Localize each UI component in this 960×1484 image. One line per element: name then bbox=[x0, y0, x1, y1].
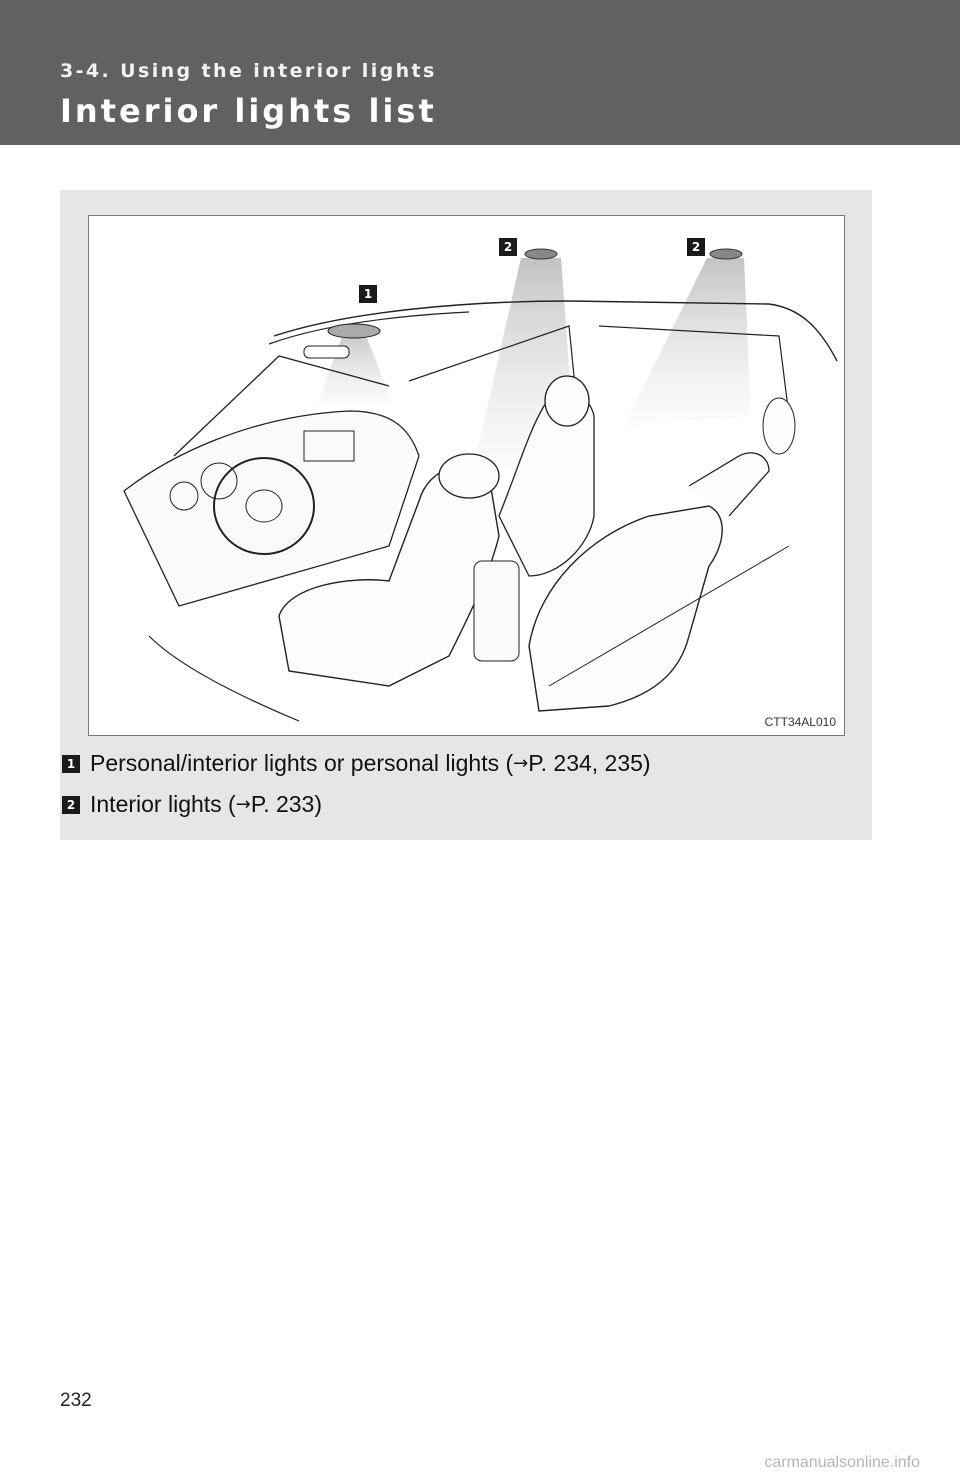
section-label: 3-4. Using the interior lights bbox=[60, 60, 437, 82]
rear-view-mirror bbox=[304, 346, 349, 358]
legend-marker-1: 1 bbox=[62, 755, 80, 773]
dashboard bbox=[124, 411, 419, 606]
legend-item-1 bbox=[62, 750, 651, 777]
light-beam-rear bbox=[624, 258, 751, 426]
car-interior-drawing bbox=[89, 216, 845, 736]
callout-marker-2-middle: 2 bbox=[499, 238, 517, 256]
center-console bbox=[474, 561, 519, 661]
interior-illustration bbox=[88, 215, 845, 736]
roof-lamp-middle bbox=[525, 249, 557, 259]
legend-text-1: Personal/interior lights or personal lights ( bbox=[90, 750, 514, 776]
legend-item-2 bbox=[62, 791, 322, 818]
callout-marker-1: 1 bbox=[359, 285, 377, 303]
figure-code: CTT34AL010 bbox=[764, 715, 836, 729]
legend-ref-2[interactable]: P. 233) bbox=[250, 791, 323, 817]
page-title: Interior lights list bbox=[60, 92, 437, 130]
page-number: 232 bbox=[60, 1390, 92, 1411]
arrow-icon: → bbox=[513, 753, 529, 774]
front-lamp-unit bbox=[328, 324, 380, 338]
arrow-icon: → bbox=[235, 794, 251, 815]
watermark: carmanualsonline.info bbox=[764, 1454, 920, 1471]
legend-marker-2: 2 bbox=[62, 796, 80, 814]
roof-lamp-rear bbox=[710, 249, 742, 259]
legend-text-2: Interior lights ( bbox=[90, 791, 236, 817]
light-beam-front bbox=[317, 331, 394, 406]
callout-marker-2-rear: 2 bbox=[687, 238, 705, 256]
legend-ref-1[interactable]: P. 234, 235) bbox=[528, 750, 651, 776]
